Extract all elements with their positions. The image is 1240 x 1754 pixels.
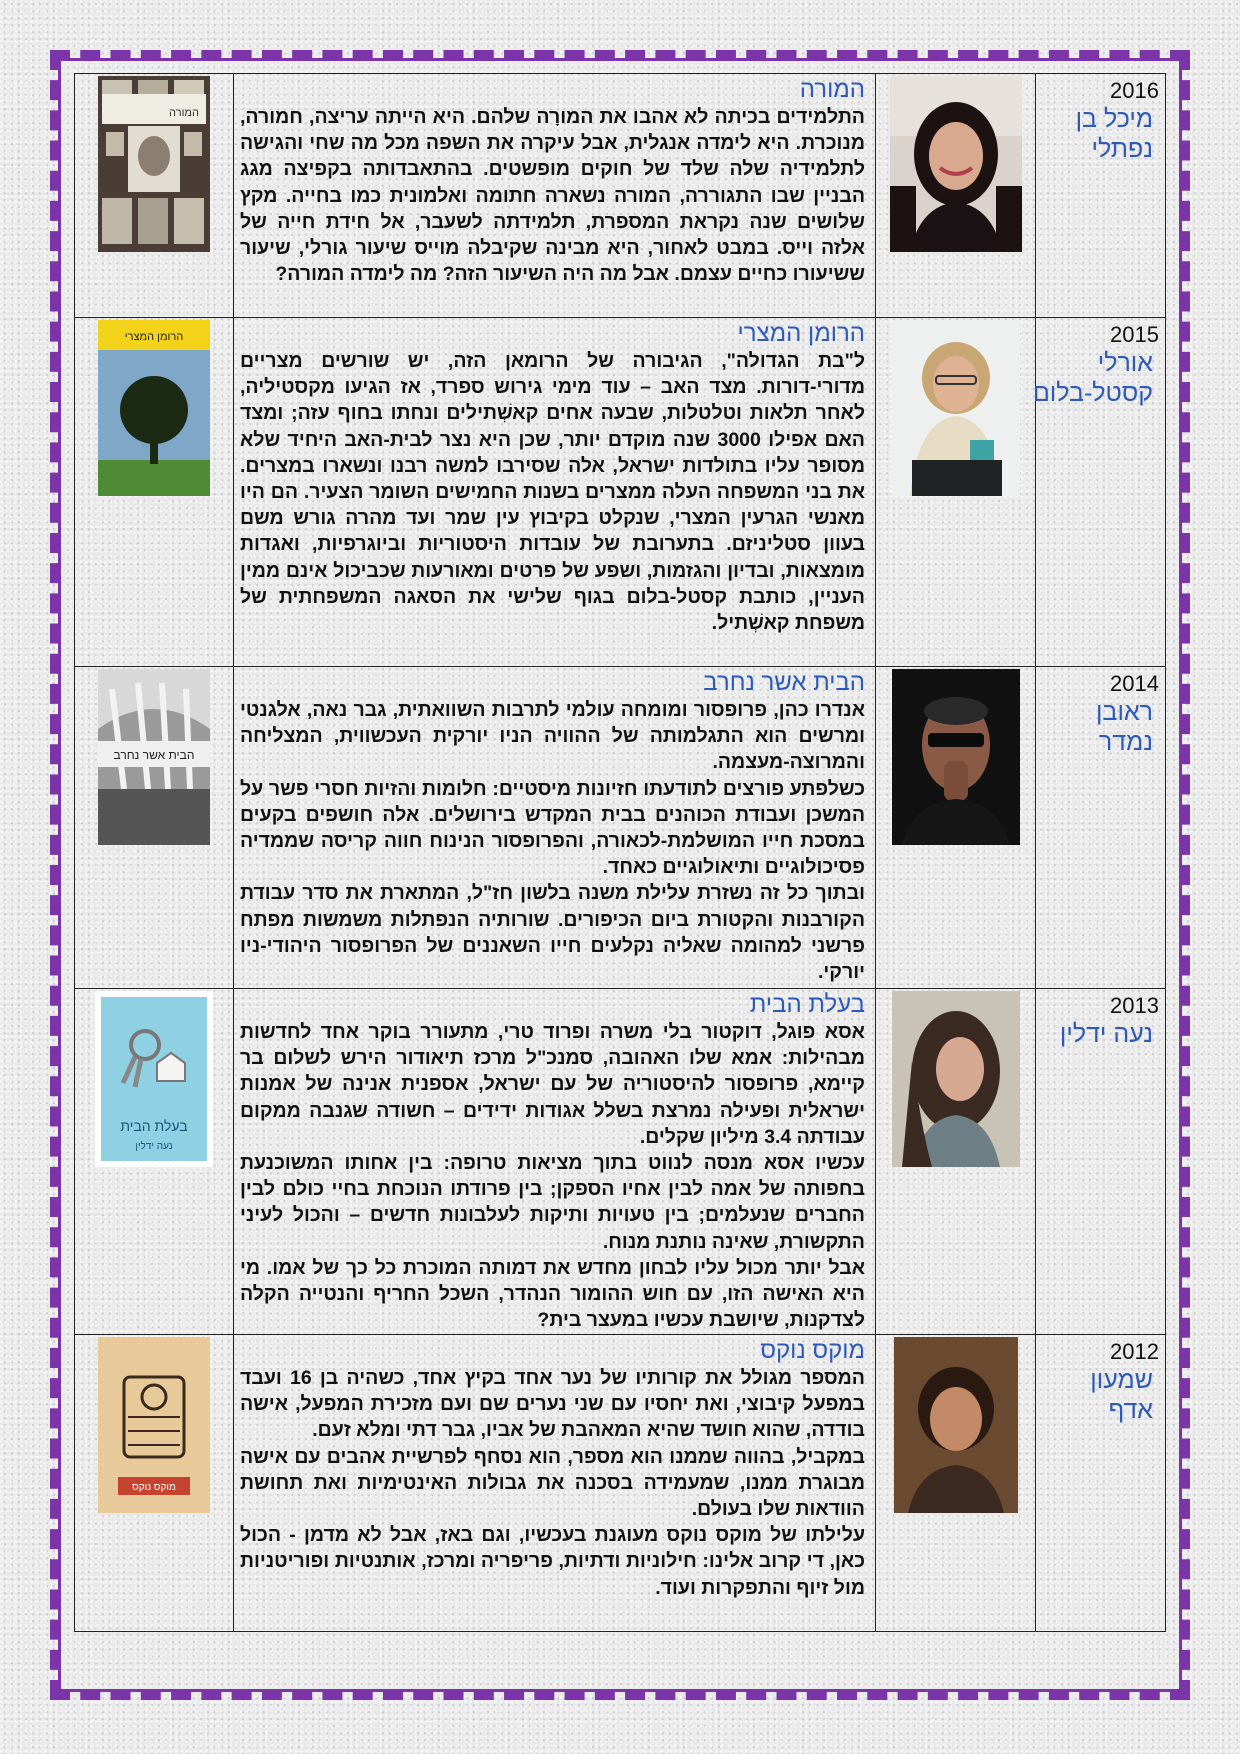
cover-title: המורה — [169, 107, 199, 119]
year-author-cell — [1036, 667, 1166, 989]
book-cover — [98, 76, 210, 252]
cover-title: מוקס נוקס — [132, 1482, 176, 1493]
book-title: הבית אשר נחרב — [703, 669, 865, 696]
year-author-cell — [1036, 989, 1166, 1335]
author-photo — [892, 320, 1020, 496]
book-cover-cell — [75, 318, 234, 667]
book-cover-cell — [75, 667, 234, 989]
cover-author: נעה ידלין — [135, 1141, 173, 1152]
book-cover — [95, 991, 213, 1167]
year: 2015 — [1110, 322, 1159, 347]
author-name: אורלי קסטל-בלום — [1032, 349, 1153, 407]
table-row — [75, 667, 1166, 989]
author-photo — [890, 76, 1022, 252]
author-name: נעה ידלין — [1059, 1020, 1153, 1048]
author-photo — [892, 991, 1020, 1167]
cover-title: הבית אשר נחרב — [113, 748, 195, 762]
book-title: מוקס נוקס — [760, 1337, 865, 1364]
book-text-cell — [234, 1335, 876, 1632]
year-author-cell — [1036, 1335, 1166, 1632]
year: 2013 — [1110, 993, 1159, 1018]
author-name: מיכל בן נפתלי — [1075, 105, 1153, 163]
book-text-cell — [234, 989, 876, 1335]
book-cover — [98, 320, 210, 496]
cover-title: הרומן המצרי — [124, 331, 184, 343]
prize-winners-table — [74, 73, 1166, 1632]
book-title: המורה — [799, 76, 865, 103]
year-author-cell — [1032, 318, 1166, 667]
book-description: ל"בת הגדולה", הגיבורה של הרומאן הזה, יש שורשים מצריים מדורי-דורות. מצד האב – עוד מימי גירוש ספרד, אז הגיעו מקסטיליה, לאחר תלאות וטלטלות, שבעה אחים קאשְׁתילים ונחתו בחוף עזה; ומצד האם אפילו 3000 שנה מוקדם יותר, שכן היא נצר לבית-האב היחיד שלא מסופר עליו בתולדות ישראל, אלה שסירבו למשה רבנו ונשארו במצרים. את בני המשפחה העלה ממצרים בשנות החמישים השומר הצעיר. הם היו מאנשי הגרעין המצרי, שנקלט בקיבוץ עין שמר ועד מהרה גורש משם בעוון סטליניזם. בתערובת של עובדות היסטוריות וביוגרפיות, ואגדות מומצאות, ובדיון והגזמות, ושפע של פרטים ומאורעות שכביכול אינם ממין העניין, כותבת קסטל-בלום בגוף שלישי את הסאגה המשפחתית של משפחת קאשְׁתיל. — [240, 350, 865, 635]
book-description: אסא פוגל, דוקטור בלי משרה ופרוד טרי, מתעורר בוקר אחד לחדשות מבהילות: אמא שלו האהובה, סמנכ"ל מרכז תיאודור הירש לשלום בר קיימא, פרופסור להיסטוריה של עם ישראל, אספנית אנינה של אמנות ישראלית ופעילה נמרצת בשלל אגודות ידידים – חשודה שגנבה ממקום עבודתה 3.4 מיליון שקלים. עכשיו אסא מנסה לנווט בתוך מציאות טרופה: בין אחותו המשוכנעת בחפותה של אמה לבין אחיו הספקן; בין פרודתו הנוכחת בחיי כולם לבין החברים שנעלמים; בין טעויות ותיקות לעלבונות חדשים – והכול לעיני התקשורת, שאינה נותנת מנוח. אבל יותר מכול עליו לבחון מחדש את דמותה המוכרת כל כך של אמו. מי היא האישה הזו, עם חוש ההומור הנהדר, השכל החריף והנטייה הקלה לצדקנות, שיושבת עכשיו במעצר בית? — [240, 1021, 865, 1332]
year-author-cell — [1036, 74, 1166, 318]
table-row — [75, 1335, 1166, 1632]
author-name: ראובן נמדר — [1096, 698, 1153, 756]
author-photo-cell — [876, 318, 1036, 667]
year: 2012 — [1110, 1339, 1159, 1364]
book-title: בעלת הבית — [749, 991, 865, 1018]
table-row — [75, 74, 1166, 318]
author-photo-cell — [876, 667, 1036, 989]
author-name: שמעון אדף — [1090, 1366, 1153, 1424]
book-cover — [98, 1337, 210, 1513]
author-photo-cell — [876, 1335, 1036, 1632]
book-text-cell — [234, 318, 876, 667]
cover-title: בעלת הבית — [120, 1118, 188, 1134]
author-photo-cell — [876, 74, 1036, 318]
book-description: התלמידים בכיתה לא אהבו את המורָה שלהם. היא הייתה עריצה, חמורה, מנוכרת. היא לימדה אנגלית, אבל עיקרה את השפה מכל מה שחי והגישה לתלמידיה שלה שלד של חוקים מופשטים. בהתאבדותה בקפיצה מגג הבניין שבו התגוררה, המורה נשארה חתומה ואלמונית כמו בחייה. מקץ שלושים שנה נקראת המספרת, תלמידתה לשעבר, אל חידת חייה של אלזה וייס. במבט לאחור, היא מבינה שקיבלה מוייס שיעור גורלי, שיעור ששיעורו כחיים עצמם. אבל מה היה השיעור הזה? מה לימדה המורה? — [240, 106, 865, 286]
author-photo — [894, 1337, 1018, 1513]
book-description: המספר מגולל את קורותיו של נער אחד בקיץ אחד, כשהיה בן 16 ועבד במפעל קיבוצי, ואת יחסיו עם שני נערים שם ועם מזכירת המפעל, אישה בודדה, שהוא חושד שהיא המאהבת של אביו, גבר דתי ומלא זעם. במקביל, בהווה שממנו הוא מספר, הוא נסחף לפרשיית אהבים עם אישה מבוגרת ממנו, שמעמידה בסכנה את גבולות האינטימיות ואת תחושת הוודאות שלו בעולם. עלילתו של מוקס נוקס מעוגנת בעכשיו, וגם באז, אבל לא מדמן - הכול כאן, די קרוב אלינו: חילוניות ודתיות, פריפריה ומרכז, אותנטיות ופוריטניות מול זיוף והתפקרות ועוד. — [240, 1367, 865, 1599]
book-description: אנדרו כהן, פרופסור ומומחה עולמי לתרבות השוואתית, גבר נאה, אלגנטי ומרשים הוא התגלמותה של ההוויה הניו יורקית העכשווית, המצליחה והמרוצה-מעצמה. כשלפתע פורצים לתודעתו חזיונות מיסטיים: חלומות והזיות חסרי פשר על המשכן ועבודת הכוהנים בבית המקדש בירושלים. אלה חושפים בקעים במסכת חייו המושלמת-לכאורה, והפרופסור הנינוח חווה קריסה שממדיה פסיכולוגיים ותיאולוגיים כאחד. ובתוך כל זה נשזרת עלילת משנה בלשון חז"ל, המתארת את סדר עבודת הקורבנות והקטורת ביום הכיפורים. שורותיה הנפתלות משמשות מפתח פרשני למהומה שאליה נקלעים חייו השאננים של הפרופסור היהודי-ניו יורקי. — [240, 699, 865, 984]
book-title: הרומן המצרי — [737, 320, 865, 347]
book-cover-cell — [75, 989, 234, 1335]
book-cover-cell — [75, 74, 234, 318]
book-cover-cell — [75, 1335, 234, 1632]
book-text-cell — [234, 667, 876, 989]
year: 2016 — [1110, 78, 1159, 103]
book-cover — [98, 669, 210, 845]
author-photo — [892, 669, 1020, 845]
author-photo-cell — [876, 989, 1036, 1335]
table-row — [75, 318, 1166, 667]
year: 2014 — [1110, 671, 1159, 696]
book-text-cell — [234, 74, 876, 318]
table-row — [75, 989, 1166, 1335]
